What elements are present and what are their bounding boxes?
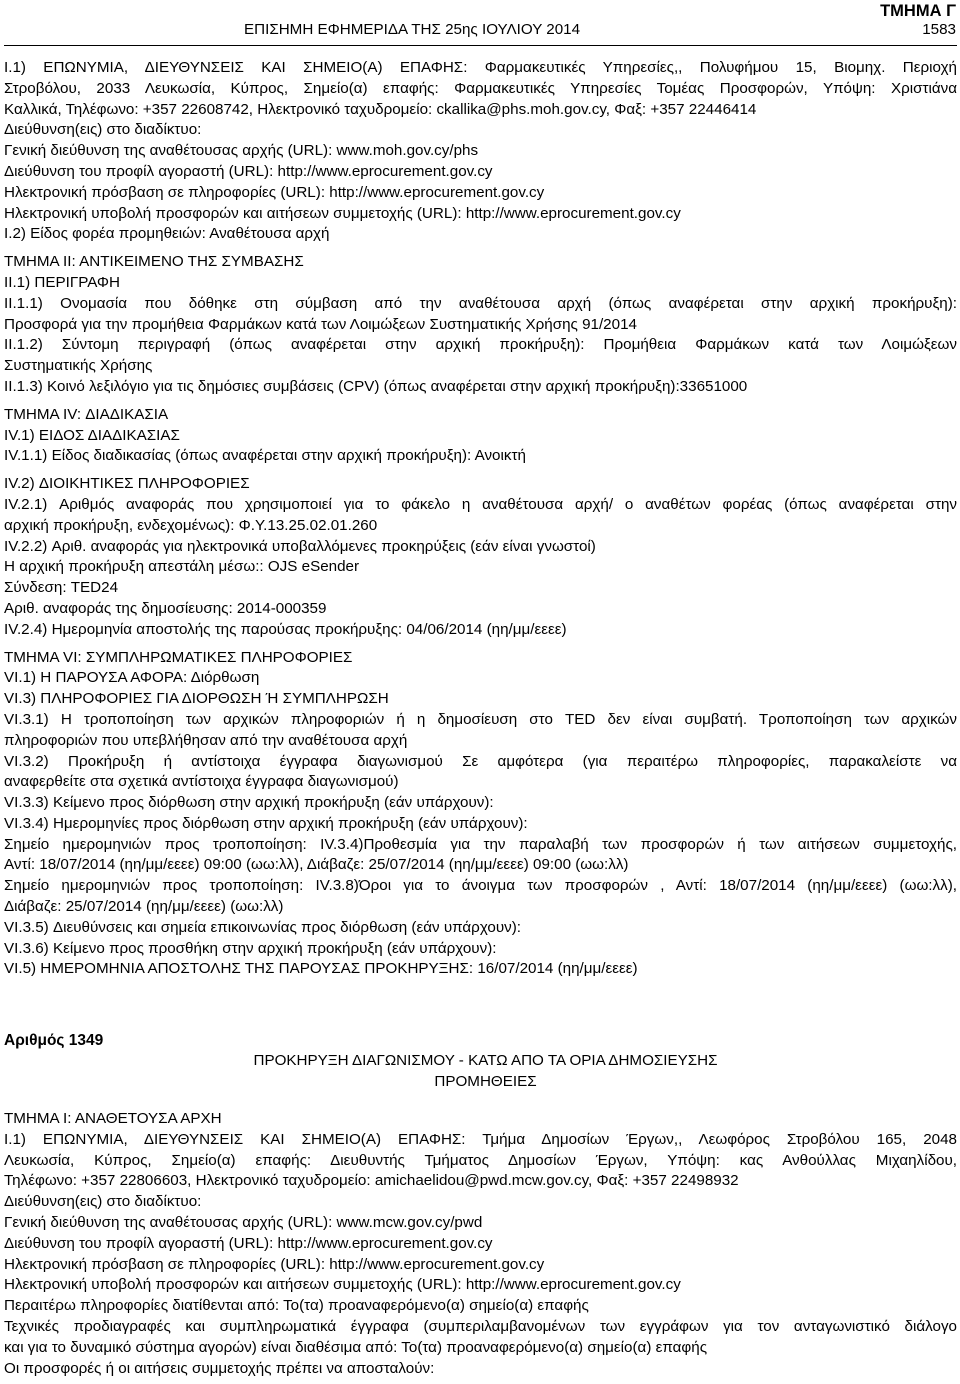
text-line: IV.2.1) Αριθμός αναφοράς που χρησιμοποιεί για το φάκελο η αναθέτουσα αρχή/ ο αναθέτων φορέας (όπως αναφέρεται στην	[4, 495, 957, 513]
text-line: Ηλεκτρονική πρόσβαση σε πληροφορίες (URL): http://www.eprocurement.gov.cy	[4, 1255, 545, 1273]
notice-title	[4, 1051, 957, 1092]
text-line: VI.3) ΠΛΗΡΟΦΟΡΙΕΣ ΓΙΑ ΔΙΟΡΘΩΣΗ Ή ΣΥΜΠΛΗΡΩΣΗ	[4, 690, 389, 708]
text-line: Γενική διεύθυνση της αναθέτουσας αρχής (URL): www.moh.gov.cy/phs	[4, 142, 479, 160]
text-line: IV.2) ΔΙΟΙΚΗΤΙΚΕΣ ΠΛΗΡΟΦΟΡΙΕΣ	[4, 475, 250, 493]
text-line: Τηλέφωνο: +357 22806603, Ηλεκτρονικό ταχυδρομείο: amichaelidou@pwd.mcw.gov.cy, Φαξ: +357 22498932	[4, 1172, 739, 1190]
gazette-title: ΕΠΙΣΗΜΗ ΕΦΗΜΕΡΙΔΑ ΤΗΣ 25ης ΙΟΥΛΙΟΥ 2014	[244, 21, 581, 38]
text-line: IV.2.4) Ημερομηνία αποστολής της παρούσας προκήρυξης: 04/06/2014 (ηη/μμ/εεεε)	[4, 620, 567, 638]
section-heading: ΤΜΗΜΑ IV: ΔΙΑΔΙΚΑΣΙΑ	[4, 405, 169, 423]
text-line: Συστηματικής Χρήσης	[4, 357, 153, 375]
text-line: Σημείο ημερομηνιών προς τροποποίηση: IV.3.4)Προθεσμία για την παραλαβή των προσφορών ή των αιτήσεων συμμετοχής,	[4, 835, 957, 853]
text-line: Τεχνικές προδιαγραφές και συμπληρωματικά έγγραφα (συμπεριλαμβανομένων των εγγράφων για τον ανταγωνιστικό διάλογο	[4, 1317, 957, 1335]
section-heading: ΤΜΗΜΑ Ι: ΑΝΑΘΕΤΟΥΣΑ ΑΡΧΗ	[4, 1110, 222, 1127]
text-line: Σημείο ημερομηνιών προς τροποποίηση: IV.3.8)Όροι για το άνοιγμα των προσφορών , Αντί: 18/07/2014 (ηη/μμ/εεεε) (ωω:λλ),	[4, 877, 957, 895]
text-line: Περαιτέρω πληροφορίες διατίθενται από: Το(τα) προαναφερόμενο(α) σημείο(α) επαφής	[4, 1297, 589, 1315]
text-line: VI.3.4) Ημερομηνίες προς διόρθωση στην αρχική προκήρυξη (εάν υπάρχουν):	[4, 814, 528, 832]
text-line: Διεύθυνση του προφίλ αγοραστή (URL): http://www.eprocurement.gov.cy	[4, 1234, 493, 1252]
text-line: Ι.2) Είδος φορέα προμηθειών: Αναθέτουσα αρχή	[4, 225, 330, 243]
notice-number: Αριθμός 1349	[4, 1032, 104, 1049]
text-line: VI.1) Η ΠΑΡΟΥΣΑ ΑΦΟΡΑ: Διόρθωση	[4, 669, 260, 687]
notice-title-line: ΠΡΟΚΗΡΥΞΗ ΔΙΑΓΩΝΙΣΜΟΥ - ΚΑΤΩ ΑΠΟ ΤΑ ΟΡΙΑ ΔΗΜΟΣΙΕΥΣΗΣ	[253, 1052, 718, 1069]
page-header	[0, 0, 960, 44]
text-line: Ι.1) ΕΠΩΝΥΜΙΑ, ΔΙΕΥΘΥΝΣΕΙΣ ΚΑΙ ΣΗΜΕΙΟ(Α) ΕΠΑΦΗΣ: Φαρμακευτικές Υπηρεσίες,, Πολυφήμου 15, Βιομηχ. Περιοχή	[4, 59, 957, 76]
text-line: IV.1) ΕΙΔΟΣ ΔΙΑΔΙΚΑΣΙΑΣ	[4, 426, 180, 444]
section-heading: ΤΜΗΜΑ VI: ΣΥΜΠΛΗΡΩΜΑΤΙΚΕΣ ΠΛΗΡΟΦΟΡΙΕΣ	[4, 648, 353, 666]
text-line: Ηλεκτρονική υποβολή προσφορών και αιτήσεων συμμετοχής (URL): http://www.eprocurement.gov.cy	[4, 1276, 681, 1294]
section-heading: ΤΜΗΜΑ ΙΙ: ΑΝΤΙΚΕΙΜΕΝΟ ΤΗΣ ΣΥΜΒΑΣΗΣ	[4, 253, 304, 271]
text-line: Ηλεκτρονική υποβολή προσφορών και αιτήσεων συμμετοχής (URL): http://www.eprocurement.gov.cy	[4, 204, 681, 222]
text-line: VI.3.2) Προκήρυξη ή αντίστοιχα έγγραφα διαγωνισμού Σε αμφότερα (για περαιτέρω πληροφορίες, παρακαλείστε να	[4, 752, 957, 770]
text-line: Προσφορά για την προμήθεια Φαρμάκων κατά των Λοιμώξεων Συστηματικής Χρήσης 91/2014	[4, 315, 637, 333]
text-line: Η αρχική προκήρυξη απεστάλη μέσω:: OJS eSender	[4, 558, 360, 576]
text-line: Διεύθυνση του προφίλ αγοραστή (URL): http://www.eprocurement.gov.cy	[4, 162, 493, 180]
text-line: πληροφοριών που υπεβλήθησαν από την αναθέτουσα αρχή	[4, 731, 408, 749]
text-line: Αντί: 18/07/2014 (ηη/μμ/εεεε) 09:00 (ωω:λλ), Διάβαζε: 25/07/2014 (ηη/μμ/εεεε) 09:00 (ωω:λλ)	[4, 856, 629, 874]
text-line: Σύνδεση: TED24	[4, 579, 119, 597]
text-line: Αριθ. αναφοράς της δημοσίευσης: 2014-000359	[4, 599, 327, 617]
text-line: Διεύθυνση(εις) στο διαδίκτυο:	[4, 121, 202, 139]
section-label: ΤΜΗΜΑ Γ	[880, 2, 956, 20]
text-line: ΙΙ.1) ΠΕΡΙΓΡΑΦΗ	[4, 273, 120, 291]
text-line: αναφερθείτε στα σχετικά αντίστοιχα έγγραφα διαγωνισμού)	[4, 773, 399, 791]
text-line: και για το δυναμικό σύστημα αγορών) είναι διαθέσιμα από: Το(τα) προαναφερόμενο(α) σημείο(α) επαφής	[4, 1338, 708, 1356]
text-line: VI.3.3) Κείμενο προς διόρθωση στην αρχική προκήρυξη (εάν υπάρχουν):	[4, 794, 494, 812]
spacer	[4, 1093, 957, 1109]
text-line: Καλλικά, Τηλέφωνο: +357 22608742, Ηλεκτρονικό ταχυδρομείο: ckallika@phs.moh.gov.cy, Φαξ: +357 22446414	[4, 100, 757, 118]
text-line: ΙΙ.1.3) Κοινό λεξιλόγιο για τις δημόσιες συμβάσεις (CPV) (όπως αναφέρεται στην αρχική προκήρυξη):33651000	[4, 377, 748, 395]
text-line: ΙΙ.1.1) Ονομασία που δόθηκε στη σύμβαση από την αναθέτουσα αρχή (όπως αναφέρεται στην αρχική προκήρυξη):	[4, 294, 957, 312]
header-rule	[4, 45, 957, 46]
text-line: ΙΙ.1.2) Σύντομη περιγραφή (όπως αναφέρεται στην αρχική προκήρυξη): Προμήθεια Φαρμάκων κατά των Λοιμώξεων	[4, 336, 957, 354]
notice-heading	[4, 1029, 957, 1093]
text-line: IV.1.1) Είδος διαδικασίας (όπως αναφέρεται στην αρχική προκήρυξη): Ανοικτή	[4, 447, 526, 465]
text-line: Λευκωσία, Κύπρος, Σημείο(α) επαφής: Διευθυντής Τμήματος Δημοσίων Έργων, Υπόψη: κας Ανθούλλας Μιχαηλίδου,	[4, 1151, 957, 1169]
text-line: αρχική προκήρυξη, ενδεχομένως): Φ.Υ.13.25.02.01.260	[4, 516, 378, 534]
notice-correction	[4, 58, 957, 980]
text-line: Διάβαζε: 25/07/2014 (ηη/μμ/εεεε) (ωω:λλ)	[4, 898, 284, 916]
text-line: Ηλεκτρονική πρόσβαση σε πληροφορίες (URL): http://www.eprocurement.gov.cy	[4, 183, 545, 201]
notice-title-line: ΠΡΟΜΗΘΕΙΕΣ	[434, 1072, 537, 1090]
text-line: VI.3.5) Διευθύνσεις και σημεία επικοινωνίας προς διόρθωση (εάν υπάρχουν):	[4, 918, 522, 936]
text-line: Γενική διεύθυνση της αναθέτουσας αρχής (URL): www.mcw.gov.cy/pwd	[4, 1213, 483, 1231]
text-line: Ι.1) ΕΠΩΝΥΜΙΑ, ΔΙΕΥΘΥΝΣΕΙΣ ΚΑΙ ΣΗΜΕΙΟ(Α) ΕΠΑΦΗΣ: Τμήμα Δημοσίων Έργων,, Λεωφόρος Στροβόλου 165, 2048	[4, 1130, 957, 1148]
text-line: VI.5) ΗΜΕΡΟΜΗΝΙΑ ΑΠΟΣΤΟΛΗΣ ΤΗΣ ΠΑΡΟΥΣΑΣ ΠΡΟΚΗΡΥΞΗΣ: 16/07/2014 (ηη/μμ/εεεε)	[4, 960, 638, 978]
text-line: Οι προσφορές ή οι αιτήσεις συμμετοχής πρέπει να αποσταλούν:	[4, 1359, 435, 1377]
text-line: IV.2.2) Αριθ. αναφοράς για ηλεκτρονικά υποβαλλόμενες προκηρύξεις (εάν είναι γνωστοί)	[4, 537, 596, 555]
text-line: Στροβόλου, 2033 Λευκωσία, Κύπρος, Σημείο(α) επαφής: Φαρμακευτικές Υπηρεσίες Τομέας Προσφορών, Υπόψη: Χριστιάνα	[4, 79, 957, 97]
page-number: 1583	[922, 21, 956, 38]
text-line: VI.3.6) Κείμενο προς προσθήκη στην αρχική προκήρυξη (εάν υπάρχουν):	[4, 939, 497, 957]
text-line: VI.3.1) Η τροποποίηση των αρχικών πληροφοριών ή η δημοσίευση στο TED δεν είναι συμβατή. Τροποποίηση των αρχικών	[4, 710, 957, 728]
text-line: Διεύθυνση(εις) στο διαδίκτυο:	[4, 1193, 202, 1211]
notice-tender	[4, 1029, 957, 1379]
